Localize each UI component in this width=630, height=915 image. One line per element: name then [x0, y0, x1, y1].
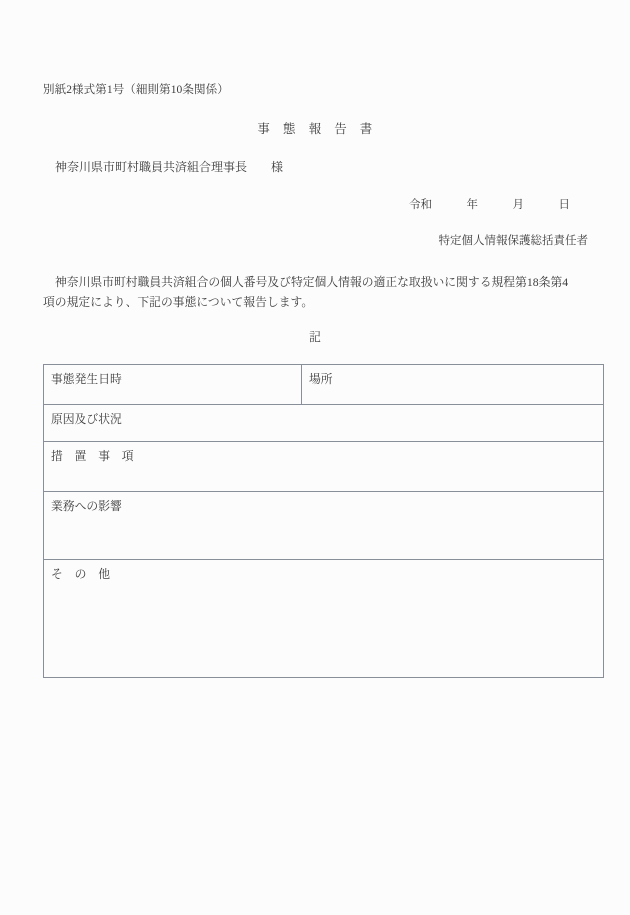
cell-other[interactable]: そ の 他 — [44, 560, 604, 678]
table-row — [44, 492, 604, 560]
addressee-line: 神奈川県市町村職員共済組合理事長 様 — [55, 160, 284, 174]
page-title: 事 態 報 告 書 — [257, 122, 373, 136]
body-paragraph-line-2: 項の規定により、下記の事態について報告します。 — [43, 295, 314, 309]
date-line: 令和 年 月 日 — [409, 199, 570, 211]
table-row — [44, 365, 604, 405]
body-paragraph — [43, 272, 591, 312]
cell-incident-place[interactable]: 場所 — [302, 365, 604, 405]
form-number: 別紙2様式第1号（細則第10条関係） — [43, 84, 229, 96]
body-paragraph-line-1: 神奈川県市町村職員共済組合の個人番号及び特定個人情報の適正な取扱いに関する規程第18条第4 — [55, 275, 569, 289]
cell-cause-and-situation[interactable]: 原因及び状況 — [44, 405, 604, 442]
cell-business-impact[interactable]: 業務への影響 — [44, 492, 604, 560]
table-row — [44, 442, 604, 492]
cell-measures-taken[interactable]: 措 置 事 項 — [44, 442, 604, 492]
table-row — [44, 405, 604, 442]
incident-report-table — [43, 364, 604, 678]
ki-marker: 記 — [309, 330, 321, 344]
responsible-officer-title: 特定個人情報保護総括責任者 — [438, 235, 588, 247]
cell-incident-datetime[interactable]: 事態発生日時 — [44, 365, 302, 405]
table-row — [44, 560, 604, 678]
